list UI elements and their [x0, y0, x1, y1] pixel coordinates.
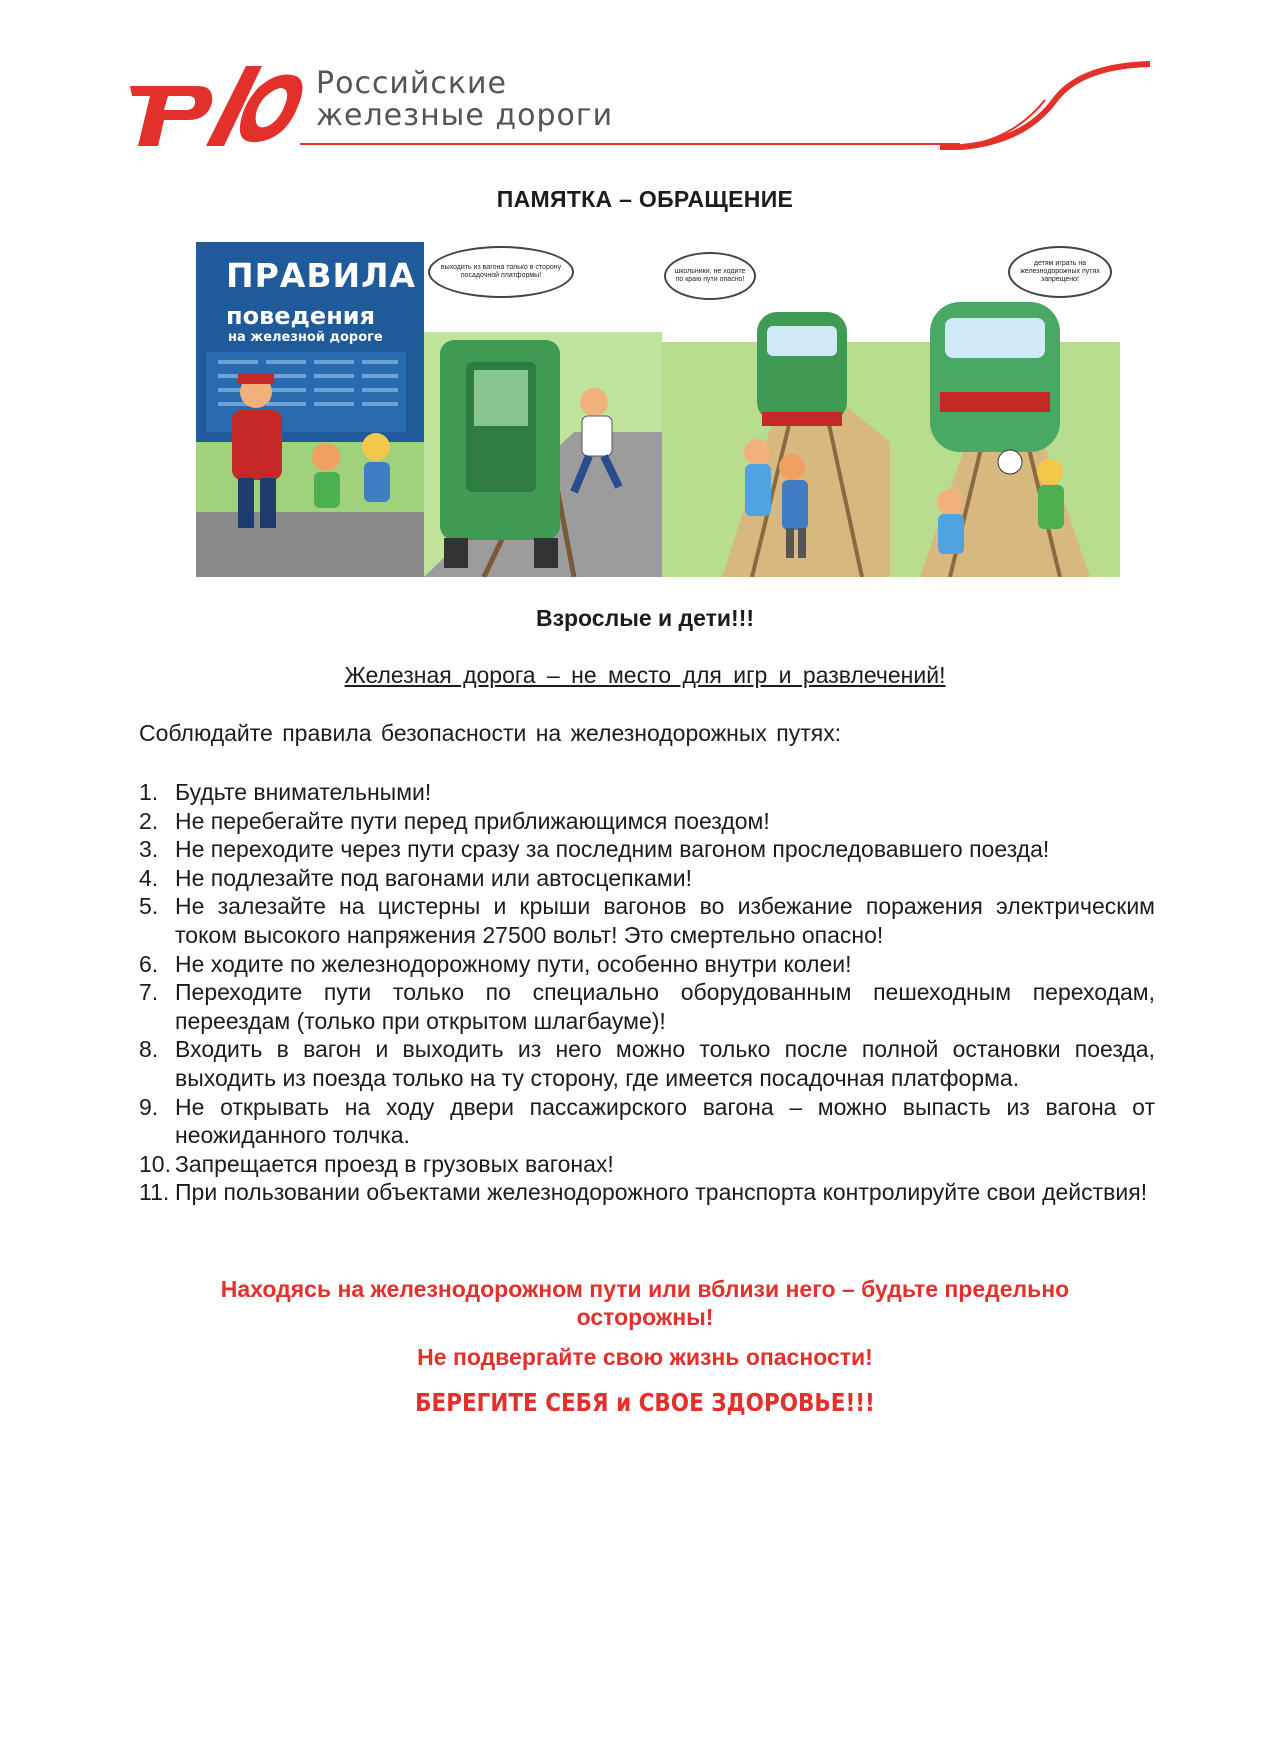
speech-bubble-locomotive: детям играть на железнодорожных путях запрещено!: [1008, 246, 1112, 298]
intro-text: Соблюдайте правила безопасности на железнодорожных путях:: [139, 720, 842, 746]
illustration-strip: [196, 242, 1120, 577]
company-name: [316, 68, 613, 132]
list-item: [139, 778, 1155, 807]
rule-number: 7.: [139, 979, 159, 1006]
rule-number: 5.: [139, 893, 159, 920]
list-item: [139, 1150, 1155, 1179]
rule-text: Будьте внимательными!: [175, 779, 432, 805]
warning-health: БЕРЕГИТЕ СЕБЯ и СВОЕ ЗДОРОВЬЕ!!!: [415, 1388, 875, 1417]
greeting: Взрослые и дети!!!: [535, 605, 755, 631]
rule-text: Входить в вагон и выходить из него можно только после полной остановки поезда, выходить из поезда только на ту сторону, где имеется посадочная платформа.: [175, 1036, 1155, 1091]
rule-number: 1.: [139, 779, 159, 805]
rule-text: Запрещается проезд в грузовых вагонах!: [175, 1150, 614, 1177]
rule-number: 3.: [139, 836, 159, 863]
rule-number: 11.: [139, 1179, 170, 1206]
safety-rules-list: [139, 778, 1155, 1207]
company-name-line1: Российские: [316, 66, 507, 101]
rule-text: Не перебегайте пути перед приближающимся поездом!: [175, 807, 770, 834]
rzd-logo: [128, 62, 304, 148]
document-title: ПАМЯТКА – ОБРАЩЕНИЕ: [496, 186, 794, 212]
slogan: Железная дорога – не место для игр и развлечений!: [344, 662, 946, 688]
rule-number: 2.: [139, 807, 159, 834]
list-item: [139, 807, 1155, 836]
poster-title: ПРАВИЛА: [226, 256, 417, 295]
panel-locomotive: [890, 242, 1120, 577]
rule-text: Не подлезайте под вагонами или автосцепками!: [175, 864, 692, 891]
list-item: [139, 1035, 1155, 1092]
list-item: [139, 864, 1155, 893]
rule-number: 6.: [139, 950, 159, 977]
rule-text: Переходите пути только по специально оборудованным пешеходным переходам, переездам (только при открытом шлагбауме)!: [175, 979, 1155, 1034]
panel-track: [662, 242, 890, 577]
rule-text: При пользовании объектами железнодорожного транспорта контролируйте свои действия!: [175, 1179, 1148, 1206]
rule-text: Не ходите по железнодорожному пути, особенно внутри колеи!: [175, 950, 852, 977]
rule-text: Не открывать на ходу двери пассажирского вагона – можно выпасть из вагона от неожиданного толчка.: [175, 1093, 1155, 1149]
company-name-line2: железные дороги: [316, 98, 614, 133]
rule-number: 9.: [139, 1093, 159, 1120]
poster-subtitle: поведения: [226, 302, 376, 330]
rule-text: Не переходите через пути сразу за последним вагоном проследовавшего поезда!: [175, 836, 1050, 863]
speech-bubble-track: школьники, не ходите по краю пути опасно!: [664, 252, 756, 300]
warning-careful: Находясь на железнодорожном пути или вблизи него – будьте предельно осторожны!: [220, 1276, 1070, 1330]
speech-bubble-wagon: выходить из вагона только в сторону посадочной платформы!: [428, 246, 574, 298]
warning-danger: Не подвергайте свою жизнь опасности!: [417, 1344, 873, 1370]
list-item: [139, 835, 1155, 864]
poster-small-caption: на железной дороге: [228, 330, 383, 345]
list-item: [139, 892, 1155, 949]
panel-poster: [196, 242, 424, 577]
rule-text: Не залезайте на цистерны и крыши вагонов во избежание поражения электрическим током высокого напряжения 27500 вольт! Это смертельно опасно!: [175, 893, 1155, 948]
rule-number: 10.: [139, 1150, 171, 1177]
list-item: [139, 978, 1155, 1035]
panel-wagon: [424, 242, 662, 577]
list-item: [139, 1178, 1155, 1207]
header: [0, 0, 1270, 160]
rule-number: 8.: [139, 1036, 159, 1063]
list-item: [139, 1093, 1155, 1150]
rule-number: 4.: [139, 864, 159, 891]
list-item: [139, 950, 1155, 979]
